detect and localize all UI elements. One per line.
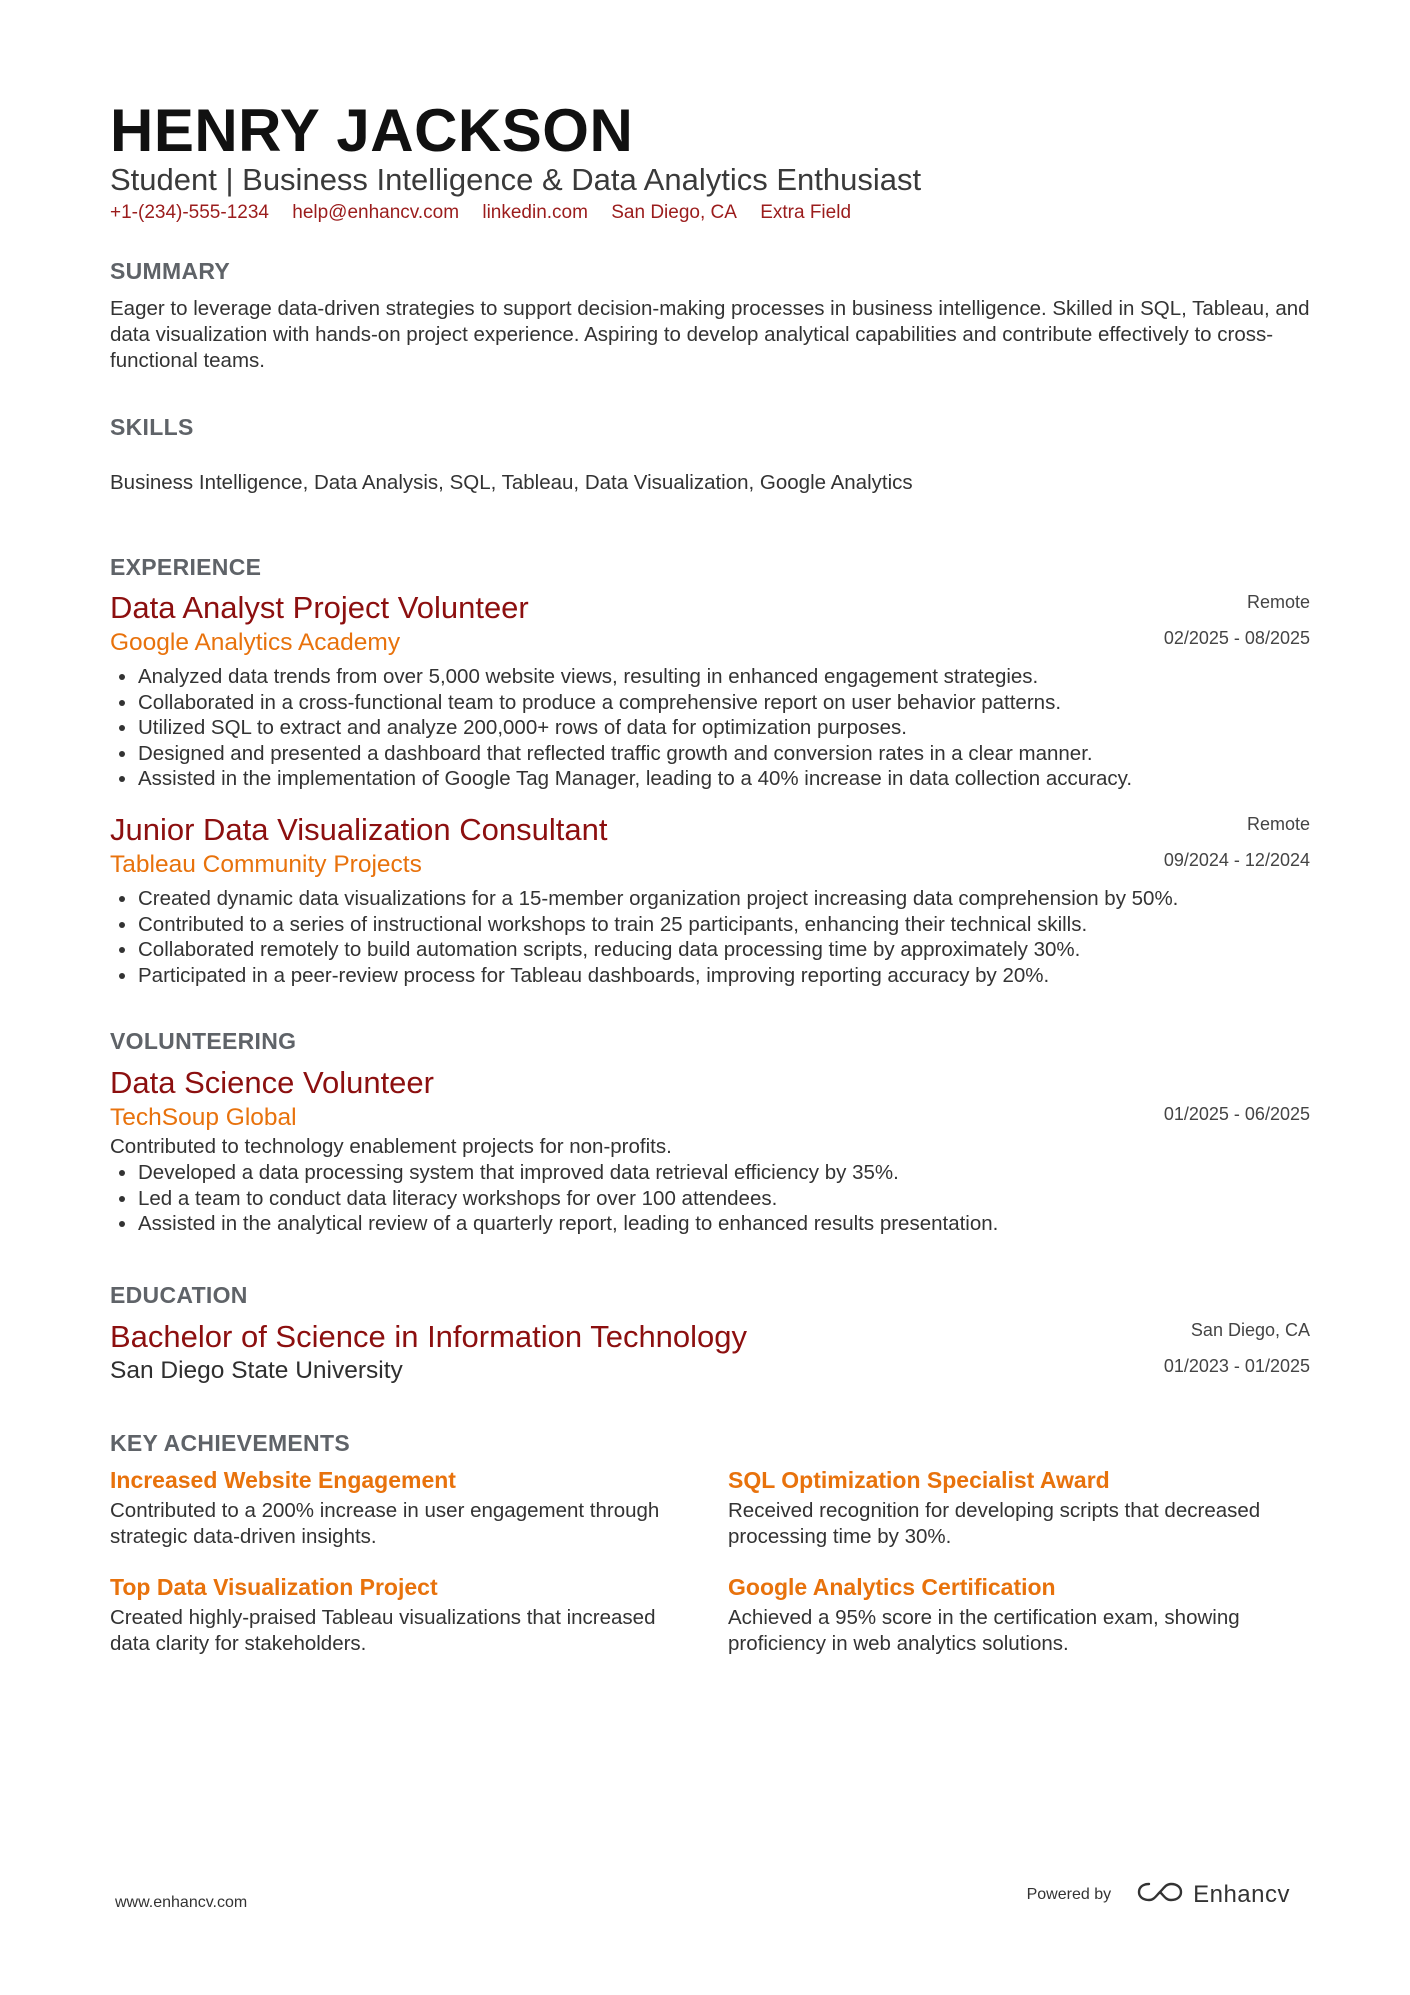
job-dates: 02/2025 - 08/2025: [1163, 628, 1310, 648]
contact-line: [110, 200, 869, 226]
achievement-description: Created highly-praised Tableau visualizations that increased data clarity for stakeholders.: [110, 1606, 656, 1655]
list-item: • Contributed to a series of instructional workshops to train 25 participants, enhancing their technical skills.: [138, 912, 1310, 938]
achievement-item: [728, 1464, 1288, 1549]
footer-website-link[interactable]: www.enhancv.com: [115, 1894, 248, 1911]
list-item: • Developed a data processing system that improved data retrieval efficiency by 35%.: [138, 1160, 1310, 1186]
achievement-title: Top Data Visualization Project: [110, 1574, 438, 1600]
powered-by-text: Powered by: [1026, 1885, 1112, 1903]
achievement-description: Achieved a 95% score in the certification exam, showing proficiency in web analytics solutions.: [728, 1606, 1240, 1655]
enhancv-logo-icon: [1137, 1880, 1183, 1909]
list-item: • Utilized SQL to extract and analyze 200,000+ rows of data for optimization purposes.: [138, 715, 1310, 741]
section-heading-experience: EXPERIENCE: [110, 554, 262, 580]
education-dates: 01/2023 - 01/2025: [1163, 1356, 1310, 1376]
list-item: • Assisted in the analytical review of a quarterly report, leading to enhanced results presentation.: [138, 1211, 1310, 1237]
achievement-item: [728, 1571, 1288, 1656]
achievement-description: Contributed to a 200% increase in user engagement through strategic data-driven insights.: [110, 1499, 660, 1548]
section-heading-summary: SUMMARY: [110, 258, 231, 284]
job-role: Data Analyst Project Volunteer: [110, 590, 529, 625]
education-degree: Bachelor of Science in Information Technology: [110, 1319, 748, 1354]
volunteer-description: Contributed to technology enablement projects for non-profits.: [110, 1135, 672, 1158]
volunteer-role: Data Science Volunteer: [110, 1065, 434, 1100]
job-dates: 09/2024 - 12/2024: [1163, 850, 1310, 870]
brand-name: Enhancv: [1193, 1880, 1290, 1908]
achievement-description: Received recognition for developing scripts that decreased processing time by 30%.: [728, 1499, 1261, 1548]
list-item: • Collaborated in a cross-functional team to produce a comprehensive report on user behavior patterns.: [138, 690, 1310, 716]
job-location: Remote: [1246, 592, 1310, 612]
summary-text: Eager to leverage data-driven strategies to support decision-making processes in business intelligence. Skilled in SQL, Tableau, and data visualization with hands-on project experience. Aspiring to develop analytical capabilities and contribute effectively to cross-functional teams.: [110, 297, 1310, 372]
list-item: • Designed and presented a dashboard that reflected traffic growth and conversion rates in a clear manner.: [138, 741, 1310, 767]
job-location: Remote: [1246, 814, 1310, 834]
list-item: • Created dynamic data visualizations for a 15-member organization project increasing data comprehension by 50%.: [138, 886, 1310, 912]
footer-branding: [1027, 1880, 1290, 1909]
email-link[interactable]: help@enhancv.com: [292, 202, 460, 223]
achievement-title: Increased Website Engagement: [110, 1467, 456, 1493]
education-school: San Diego State University: [110, 1357, 403, 1384]
list-item: • Collaborated remotely to build automation scripts, reducing data processing time by approximately 30%.: [138, 937, 1310, 963]
job-org: Tableau Community Projects: [110, 851, 422, 878]
list-item: • Assisted in the implementation of Google Tag Manager, leading to a 40% increase in data collection accuracy.: [138, 766, 1310, 792]
candidate-title: Student | Business Intelligence & Data Analytics Enthusiast: [110, 162, 922, 197]
achievement-item: [110, 1571, 670, 1656]
section-heading-skills: SKILLS: [110, 414, 194, 440]
job-role: Junior Data Visualization Consultant: [110, 812, 608, 847]
skills-text: Business Intelligence, Data Analysis, SQL, Tableau, Data Visualization, Google Analytics: [110, 471, 913, 494]
list-item: • Led a team to conduct data literacy workshops for over 100 attendees.: [138, 1186, 1310, 1212]
job-bullets: [110, 664, 1310, 792]
job-bullets: [110, 886, 1310, 988]
section-heading-achievements: KEY ACHIEVEMENTS: [110, 1430, 350, 1456]
location-text: San Diego, CA: [611, 202, 737, 223]
linkedin-link[interactable]: linkedin.com: [482, 202, 588, 223]
volunteer-dates: 01/2025 - 06/2025: [1163, 1104, 1310, 1124]
phone-link[interactable]: +1-(234)-555-1234: [110, 202, 269, 223]
section-heading-volunteering: VOLUNTEERING: [110, 1028, 297, 1054]
achievement-item: [110, 1464, 670, 1549]
achievement-title: Google Analytics Certification: [728, 1574, 1056, 1600]
list-item: • Analyzed data trends from over 5,000 website views, resulting in enhanced engagement strategies.: [138, 664, 1310, 690]
list-item: • Participated in a peer-review process for Tableau dashboards, improving reporting accuracy by 20%.: [138, 963, 1310, 989]
section-heading-education: EDUCATION: [110, 1282, 248, 1308]
education-location: San Diego, CA: [1190, 1320, 1310, 1340]
job-org: Google Analytics Academy: [110, 629, 401, 656]
volunteer-org: TechSoup Global: [110, 1104, 297, 1131]
extra-field: Extra Field: [760, 202, 852, 223]
volunteer-bullets: [110, 1160, 1310, 1237]
candidate-name: HENRY JACKSON: [110, 97, 634, 164]
achievement-title: SQL Optimization Specialist Award: [728, 1467, 1110, 1493]
